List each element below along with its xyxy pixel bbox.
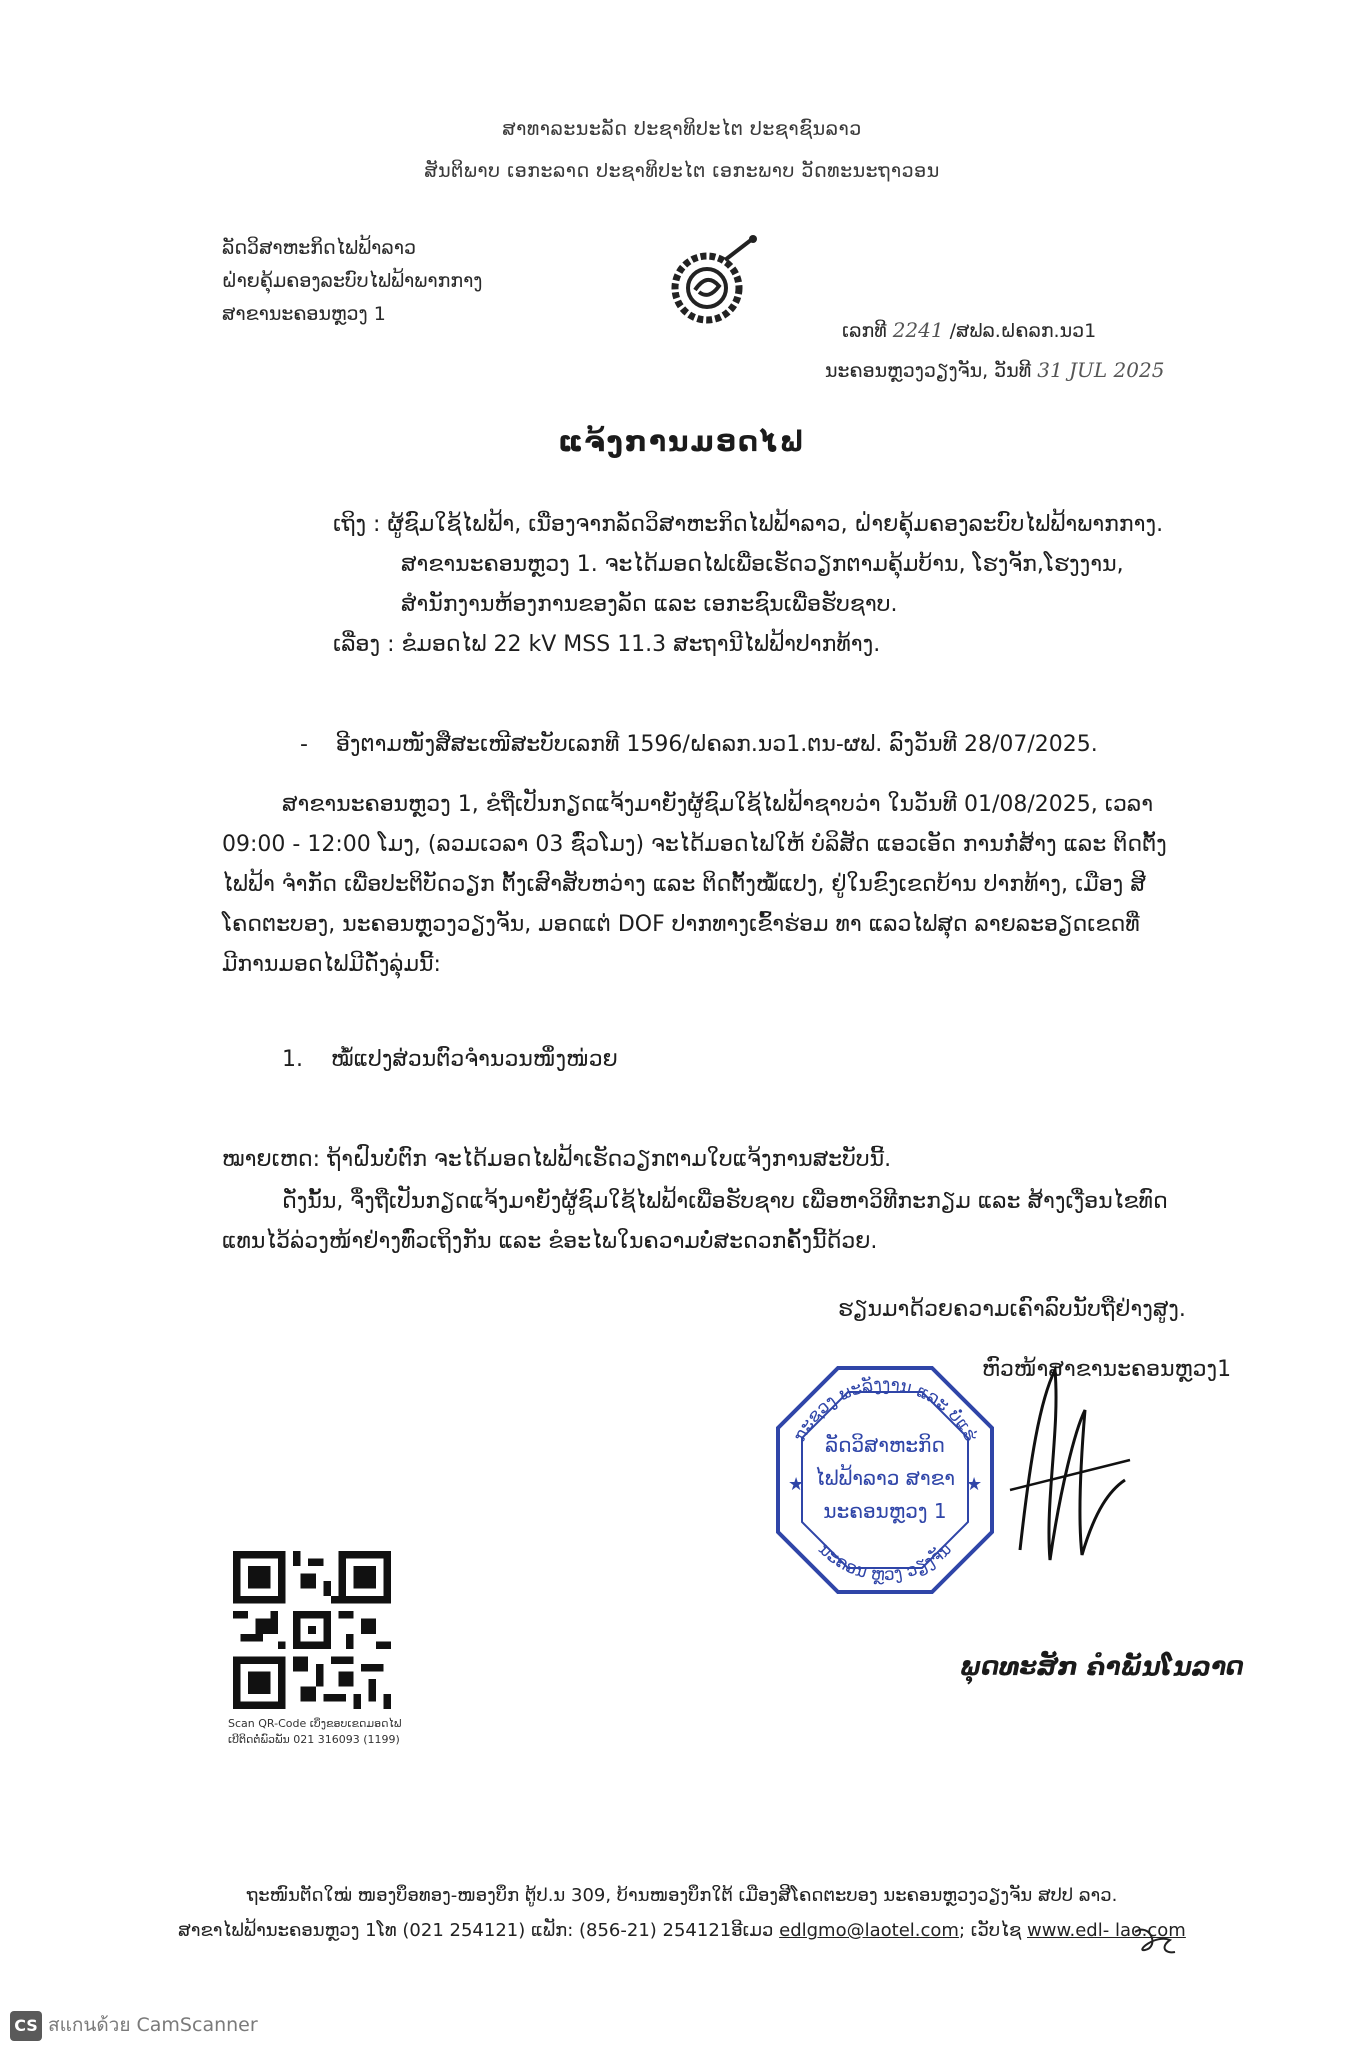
to-line-1: ຜູ້ຊົມໃຊ້ໄຟຟ້າ, ເນື່ອງຈາກລັດວິສາຫະກິດໄຟຟ້າລາວ, ຝ່າຍຄຸ້ມຄອງລະບົບໄຟຟ້າພາກກາງ.: [387, 512, 1164, 537]
reference-line: - ອີງຕາມໜັງສືສະເໜີສະບັບເລກທີ 1596/ຝຄລກ.ນວ1.ຕນ-ຜຟ. ລົງວັນທີ 28/07/2025.: [300, 732, 1098, 757]
stamp-ring-bottom: ນະຄອນ ຫຼວງ ວຽງຈັນ: [814, 1539, 956, 1586]
to-line-2: ສາຂານະຄອນຫຼວງ 1. ຈະໄດ້ມອດໄຟເພື່ອເຮັດວຽກຕາມຄຸ້ມບ້ານ, ໂຮງຈັກ,ໂຮງງານ,: [401, 552, 1124, 577]
footer-email-link[interactable]: edlgmo@laotel.com: [779, 1920, 959, 1941]
footer-initials-mark: [1130, 1922, 1180, 1962]
signature-mark: [1000, 1340, 1140, 1590]
stamp-line-2: ໄຟຟ້າລາວ ສາຂາ: [814, 1466, 956, 1490]
signatory-name: ພຸດທະສັກ ຄຳພັນໂນລາດ: [960, 1652, 1244, 1681]
addressee-block: [333, 505, 1223, 665]
org-name: ລັດວິສາຫະກິດໄຟຟ້າລາວ: [222, 237, 416, 259]
to-line-3: ສຳນັກງານຫ້ອງການຂອງລັດ ແລະ ເອກະຊົນເພື່ອຮັບຊາບ.: [401, 592, 898, 617]
nation-name: ສາທາລະນະລັດ ປະຊາທິປະໄຕ ປະຊາຊົນລາວ: [502, 118, 862, 140]
place-date: ນະຄອນຫຼວງວຽງຈັນ, ວັນທີ 31 JUL 2025: [825, 358, 1165, 382]
footer-address: ຖະໜົນຕັດໃໝ່ ໜອງບຶອທອງ-ໜອງບຶກ ຕູ້ປ.ນ 309, ບ້ານໜອງບຶກໃຕ້ ເມືອງສີໂຄດຕະບອງ ນະຄອນຫຼວງວຽງຈັນ ສປປ ລາວ.: [246, 1885, 1118, 1906]
to-label: ເຖິງ :: [333, 512, 381, 537]
camscanner-logo-icon: CS: [10, 2011, 42, 2041]
page-title: ແຈ້ງການມອດໄຟ: [558, 425, 806, 458]
ref-number-handwritten: 2241: [892, 318, 944, 342]
signatory-position: ຫົວໜ້າສາຂານະຄອນຫຼວງ1: [982, 1357, 1232, 1382]
org-branch: ສາຂານະຄອນຫຼວງ 1: [222, 303, 386, 325]
qr-code-icon[interactable]: [233, 1550, 391, 1710]
date-stamp: 31 JUL 2025: [1037, 358, 1165, 382]
reference-text: ອີງຕາມໜັງສືສະເໜີສະບັບເລກທີ 1596/ຝຄລກ.ນວ1.ຕນ-ຜຟ. ລົງວັນທີ 28/07/2025.: [335, 732, 1098, 757]
reference-number: ເລກທີ 2241 /ສຟລ.ຝຄລກ.ນວ1: [842, 318, 1097, 342]
note-text: ໝາຍເຫດ: ຖ້າຝົນບໍ່ຕົກ ຈະໄດ້ມອດໄຟຟ້າເຮັດວຽກຕາມໃບແຈ້ງການສະບັບນີ້.: [222, 1147, 892, 1172]
org-block: [222, 232, 482, 331]
stamp-star-left-icon: ★: [788, 1474, 805, 1495]
footer-contact: ສາຂາໄຟຟ້ານະຄອນຫຼວງ 1ໂທ (021 254121) ແຟັກ: (856-21) 254121ອີເມວ edlgmo@laotel.com; ເວັບໄຊ www.edl- lao.com: [178, 1920, 1186, 1941]
stamp-line-1: ລັດວິສາຫະກິດ: [825, 1433, 945, 1457]
official-stamp: [760, 1350, 1010, 1610]
scanner-watermark: CS สแกนด้วย CamScanner: [10, 2010, 258, 2041]
stamp-star-right-icon: ★: [966, 1474, 983, 1495]
qr-caption: Scan QR-Code ເບິ່ງຂອບເຂດມອດໄຟ ເບີຕິດຕໍ່ພົວພັນ 021 316093 (1199): [228, 1717, 402, 1746]
footer-website-link[interactable]: www.edl- lao.com: [1027, 1920, 1186, 1941]
org-department: ຝ່າຍຄຸ້ມຄອງລະບົບໄຟຟ້າພາກກາງ: [222, 270, 483, 292]
list-item: 1. ໝໍ້ແປງສ່ວນຕົວຈຳນວນໜຶ່ງໜ່ວຍ: [282, 1047, 618, 1072]
stamp-ring-top: ກະຊວງ ພະລັງງານ ແລະ ບໍ່ແຮ່: [789, 1374, 981, 1446]
subject-text: ຂໍມອດໄຟ 22 kV MSS 11.3 ສະຖານີໄຟຟ້າປາກທ້າງ.: [401, 632, 881, 657]
closing-paragraph: ດັ່ງນັ້ນ, ຈຶ່ງຖືເປັນກຽດແຈ້ງມາຍັງຜູ້ຊົມໃຊ້ໄຟຟ້າເພື່ອຮັບຊາບ ເພື່ອຫາວິທີກະກຽມ ແລະ ສ້າງເງື່ອນໄຂທົດແທນໄວ້ລ່ວງໜ້າຢ່າງທົ່ວເຖິງກັນ ແລະ ຂໍອະໄພໃນຄວາມບໍ່ສະດວກຄັ້ງນີ້ດ້ວຍ.: [222, 1189, 1168, 1254]
subject-label: ເລື່ອງ :: [333, 632, 395, 657]
nation-motto: ສັນຕິພາບ ເອກະລາດ ປະຊາທິປະໄຕ ເອກະພາບ ວັດທະນະຖາວອນ: [424, 160, 940, 182]
main-paragraph: ສາຂານະຄອນຫຼວງ 1, ຂໍຖືເປັນກຽດແຈ້ງມາຍັງຜູ້ຊົມໃຊ້ໄຟຟ້າຊາບວ່າ ໃນວັນທີ 01/08/2025, ເວລາ 09:00 - 12:00 ໂມງ, (ລວມເວລາ 03 ຊົ່ວໂມງ) ຈະໄດ້ມອດໄຟໃຫ້ ບໍລິສັດ ແອວເອັດ ການກໍ່ສ້າງ ແລະ ຕິດຕັ້ງ ໄຟຟ້າ ຈຳກັດ ເພື່ອປະຕິບັດວຽກ ຕັ້ງເສົາສັບຫວ່າງ ແລະ ຕິດຕັ້ງໝໍ້ແປງ, ຢູ່ໃນຂົງເຂດບ້ານ ປາກທ້າງ, ເມືອງ ສີໂຄດຕະບອງ, ນະຄອນຫຼວງວຽງຈັນ, ມອດແຕ່ DOF ປາກທາງເຂົ້າຮ່ອມ ທາ ແລວໄຟສຸດ ລາຍລະອຽດເຂດທີ່ມີການມອດໄຟມີດັ່ງລຸ່ມນີ້:: [222, 792, 1167, 977]
svg-text:ນະຄອນ ຫຼວງ ວຽງຈັນ: [814, 1539, 956, 1586]
stamp-line-3: ນະຄອນຫຼວງ 1: [823, 1499, 947, 1523]
regards-text: ຮຽນມາດ້ວຍຄວາມເຄົາລົບນັບຖືຢ່າງສູງ.: [838, 1297, 1186, 1322]
edl-logo-icon: [655, 230, 765, 340]
